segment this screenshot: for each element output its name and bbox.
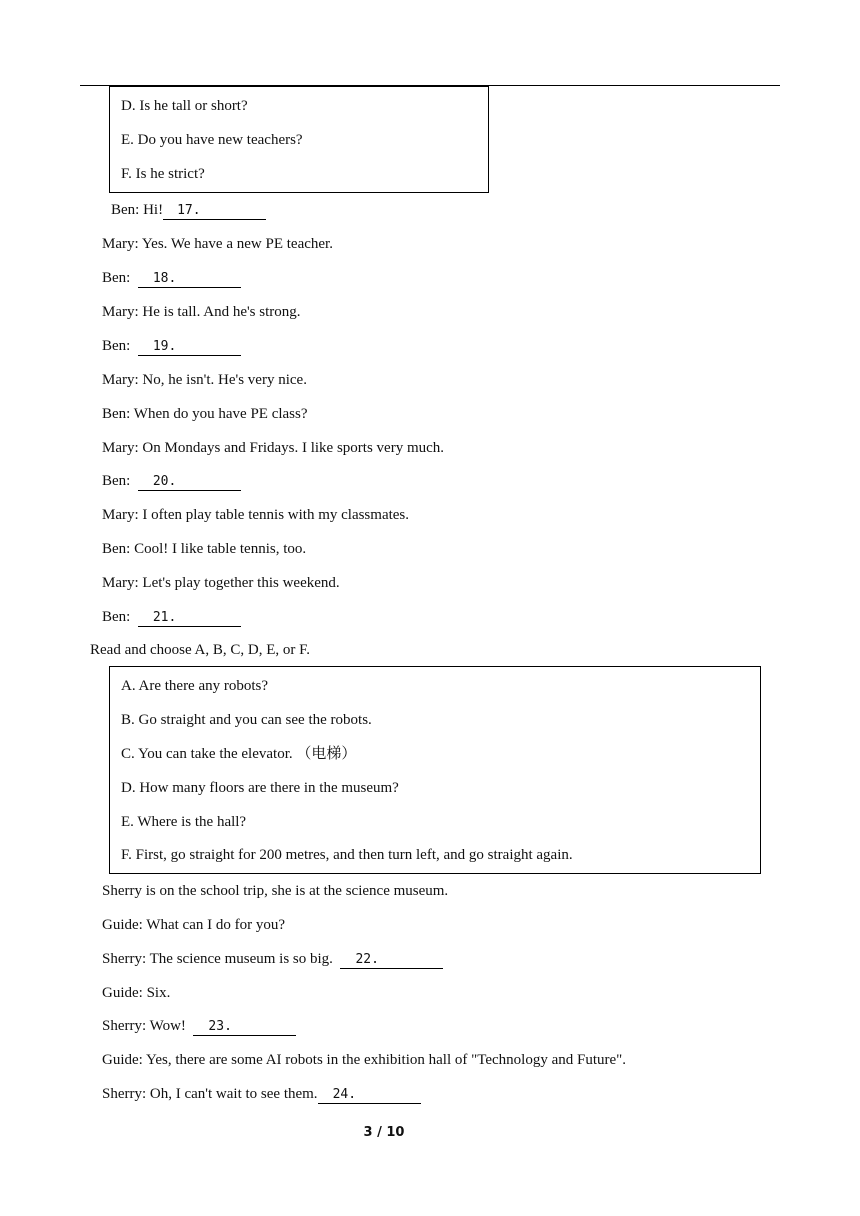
dialogue-line: Mary: Let's play together this weekend. <box>102 575 340 591</box>
dialogue-line-24: Sherry: Oh, I can't wait to see them. 24. <box>102 1085 421 1104</box>
dialogue-line-21: Ben: 21. <box>102 608 241 627</box>
option-f: F. First, go straight for 200 metres, and then turn left, and go straight again. <box>121 847 573 863</box>
option-f: F. Is he strict? <box>121 166 205 182</box>
option-d: D. Is he tall or short? <box>121 98 248 114</box>
dialogue-line: Mary: On Mondays and Fridays. I like sports very much. <box>102 440 445 456</box>
dialogue-line: Guide: Yes, there are some AI robots in the exhibition hall of "Technology and Future". <box>102 1052 627 1068</box>
option-a: A. Are there any robots? <box>121 678 269 694</box>
section-instruction: Read and choose A, B, C, D, E, or F. <box>90 642 311 658</box>
dialogue-line: Mary: I often play table tennis with my classmates. <box>102 507 410 523</box>
dialogue-line: Mary: Yes. We have a new PE teacher. <box>102 236 333 252</box>
answer-blank-23[interactable]: 23. <box>193 1019 296 1036</box>
dialogue-line-23: Sherry: Wow! 23. <box>102 1017 296 1036</box>
dialogue-line: Ben: When do you have PE class? <box>102 406 308 422</box>
option-e: E. Do you have new teachers? <box>121 132 303 148</box>
dialogue-line: Guide: What can I do for you? <box>102 917 285 933</box>
option-b: B. Go straight and you can see the robots. <box>121 712 372 728</box>
options-box-1 <box>109 86 489 193</box>
dialogue-line: Ben: Cool! I like table tennis, too. <box>102 541 307 557</box>
dialogue-line: Guide: Six. <box>102 985 171 1001</box>
answer-blank-18[interactable]: 18. <box>138 271 241 288</box>
dialogue-line: Mary: He is tall. And he's strong. <box>102 304 301 320</box>
dialogue-line: Mary: No, he isn't. He's very nice. <box>102 372 307 388</box>
dialogue-line-18: Ben: 18. <box>102 269 241 288</box>
options-box-2 <box>109 666 761 874</box>
answer-blank-19[interactable]: 19. <box>138 339 241 356</box>
option-e: E. Where is the hall? <box>121 814 247 830</box>
dialogue-line-17: Ben: Hi! 17. <box>111 201 266 220</box>
dialogue-line-22: Sherry: The science museum is so big. 22. <box>102 950 443 969</box>
option-d: D. How many floors are there in the museum? <box>121 780 399 796</box>
answer-blank-21[interactable]: 21. <box>138 610 241 627</box>
option-c: C. You can take the elevator. （电梯） <box>121 746 357 762</box>
dialogue-line-20: Ben: 20. <box>102 472 241 491</box>
answer-blank-20[interactable]: 20. <box>138 474 241 491</box>
answer-blank-17[interactable]: 17. <box>163 203 266 220</box>
page-number: 3 / 10 <box>363 1125 405 1140</box>
dialogue-line-19: Ben: 19. <box>102 337 241 356</box>
answer-blank-24[interactable]: 24. <box>318 1087 421 1104</box>
answer-blank-22[interactable]: 22. <box>340 952 443 969</box>
scene-description: Sherry is on the school trip, she is at the science museum. <box>102 883 449 899</box>
